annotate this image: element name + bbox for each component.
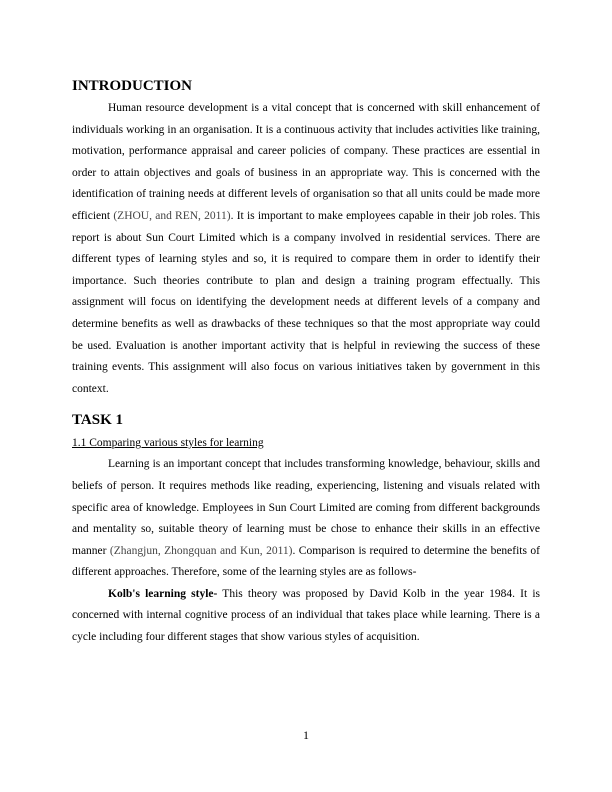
task-1-subheading: 1.1 Comparing various styles for learning xyxy=(72,437,264,450)
kolb-term: Kolb's learning style- xyxy=(108,587,218,600)
introduction-heading: INTRODUCTION xyxy=(72,78,193,94)
page-number: 1 xyxy=(303,728,309,742)
intro-text-part-1: Human resource development is a vital concept that is concerned with skill enhancement of individuals working in an organisation. It is a continuous activity that includes activities like training, motivation, performance appraisal and career policies of company. These practices are essential in order to attain objectives and goals of business in an appropriate way. This is concerned with the identification of training needs at different levels of organisation so that all units could be made more efficient xyxy=(72,102,540,222)
introduction-paragraph xyxy=(72,98,540,400)
kolb-paragraph xyxy=(72,584,540,649)
learning-text-part-1: Learning is an important concept that includes transforming knowledge, behaviour, skills and beliefs of person. It requires methods like reading, experiencing, listening and visuals related with specific area of knowledge. Employees in Sun Court Limited are coming from different backgrounds and mentality so, suitable theory of learning must be chose to enhance their skills in an effective manner xyxy=(72,458,540,557)
intro-text-part-2: . It is important to make employees capable in their job roles. This report is about Sun Court Limited which is a company involved in residential services. There are different types of learning styles and so, it is required to compare them in order to identify their importance. Such theories contribute to plan and design a training program effectually. This assignment will focus on identifying the development needs at different levels of a company and determine benefits as well as drawbacks of these techniques so that the most appropriate way could be used. Evaluation is another important activity that is helpful in reviewing the success of these training events. This assignment will also focus on various initiatives taken by government in this context. xyxy=(72,209,540,395)
kolb-text: This theory was proposed by David Kolb in the year 1984. It is concerned with internal cognitive process of an individual that takes place while learning. There is a cycle including four different stages that show various styles of acquisition. xyxy=(72,587,540,644)
task-1-heading: TASK 1 xyxy=(72,412,123,429)
intro-citation: (ZHOU, and REN, 2011) xyxy=(113,209,231,222)
learning-text-part-2: . Comparison is required to determine the benefits of different approaches. Therefore, some of the learning styles are as follows- xyxy=(72,544,540,579)
learning-paragraph xyxy=(72,454,540,584)
learning-citation: (Zhangjun, Zhongquan and Kun, 2011) xyxy=(109,544,293,557)
page-content xyxy=(72,76,540,649)
